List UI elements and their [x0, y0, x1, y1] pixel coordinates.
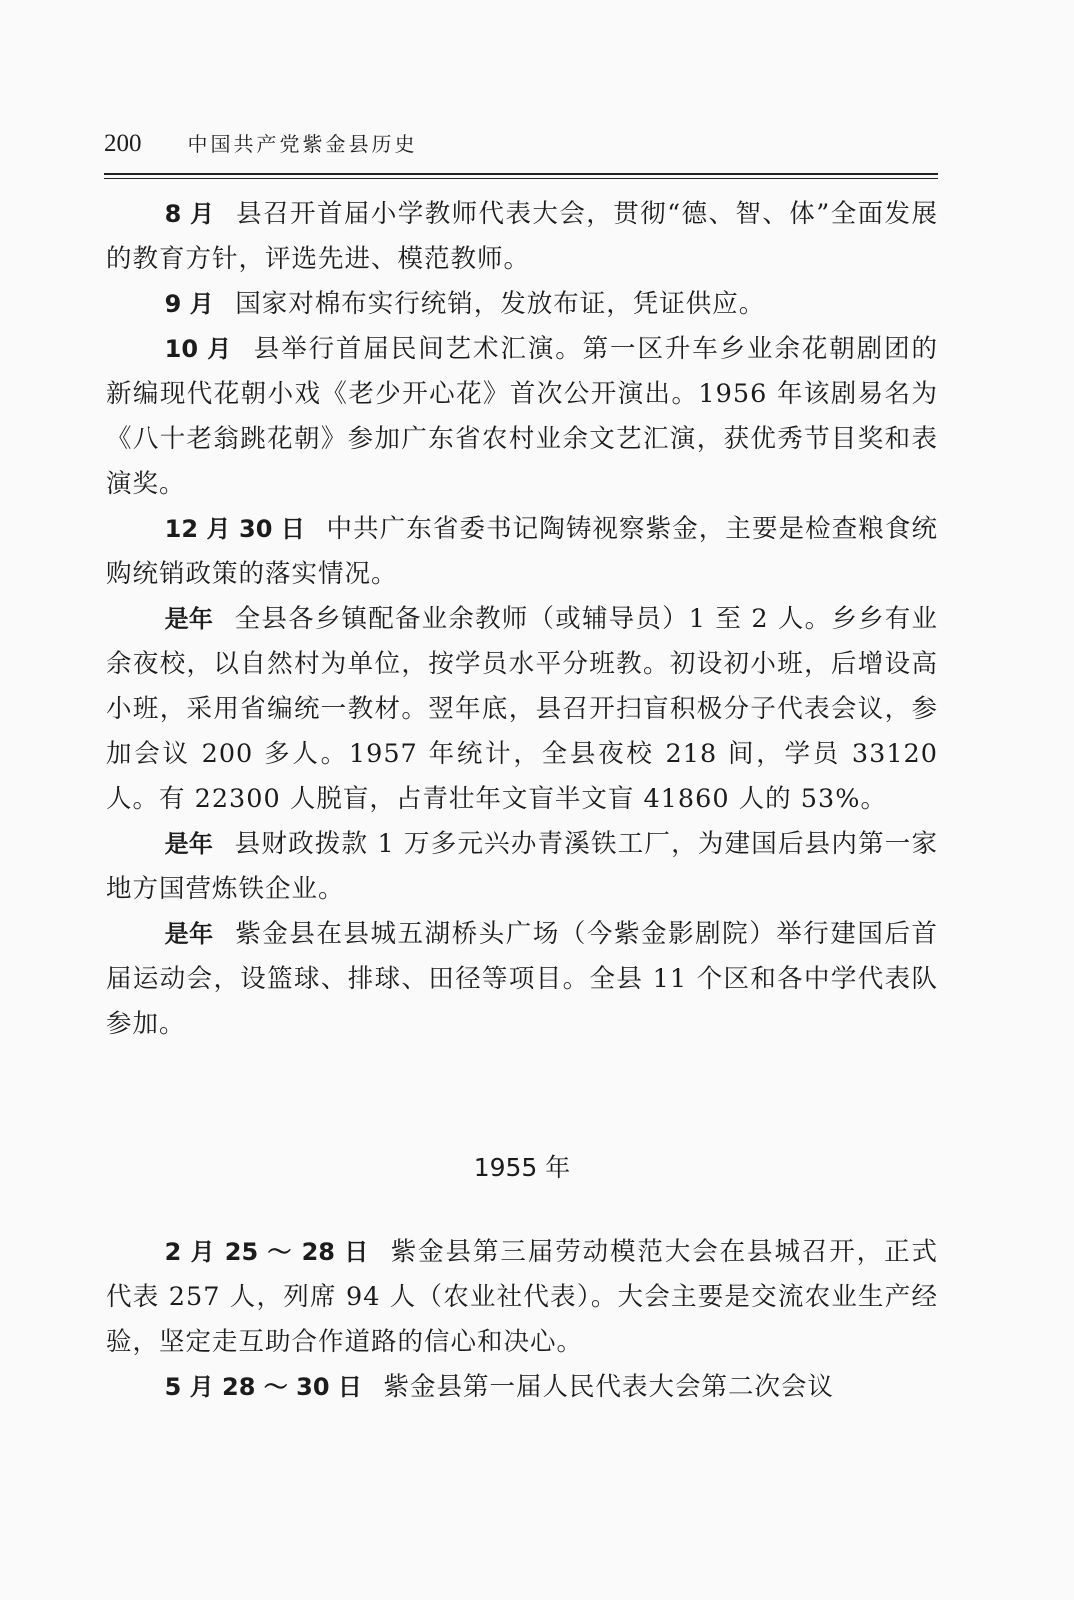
chronicle-entry [106, 597, 938, 822]
year-heading: 1955 年 [473, 1153, 571, 1182]
entry-date: 12 月 30 日 [164, 515, 305, 543]
entry-date: 是年 [164, 830, 214, 858]
entry-text: 紫金县第一届人民代表大会第二次会议 [383, 1372, 835, 1402]
chronicle-entry [106, 1365, 938, 1410]
entry-date: 5 月 28 ～ 30 日 [164, 1373, 362, 1401]
chronicle-entry [106, 912, 938, 1047]
entries-1954 [106, 192, 938, 1047]
entry-text: 国家对棉布实行统销，发放布证，凭证供应。 [235, 289, 766, 319]
entry-text: 紫金县在县城五湖桥头广场（今紫金影剧院）举行建国后首届运动会，设篮球、排球、田径等项目。全县 11 个区和各中学代表队参加。 [106, 919, 938, 1039]
entry-date: 9 月 [164, 290, 214, 318]
chronicle-entry [106, 1230, 938, 1365]
chronicle-entry [106, 822, 938, 912]
entry-text: 紫金县第三届劳动模范大会在县城召开，正式代表 257 人，列席 94 人（农业社代表）。大会主要是交流农业生产经验，坚定走互助合作道路的信心和决心。 [106, 1237, 938, 1357]
page-number: 200 [104, 130, 142, 157]
entry-date: 10 月 [164, 335, 233, 363]
header-rule-thin [104, 178, 938, 179]
entry-date: 是年 [164, 605, 214, 633]
chronicle-entry [106, 327, 938, 507]
chronicle-entry [106, 282, 938, 327]
book-title: 中国共产党紫金县历史 [187, 132, 418, 156]
entry-text: 县财政拨款 1 万多元兴办青溪铁工厂，为建国后县内第一家地方国营炼铁企业。 [106, 829, 939, 904]
entry-date: 8 月 [164, 200, 215, 228]
chronicle-entry [106, 507, 938, 597]
entry-text: 县举行首届民间艺术汇演。第一区升车乡业余花朝剧团的新编现代花朝小戏《老少开心花》首次公开演出。1956 年该剧易名为《八十老翁跳花朝》参加广东省农村业余文艺汇演，获优秀节目奖和表演奖。 [106, 334, 938, 499]
entry-date: 2 月 25 ～ 28 日 [164, 1238, 370, 1266]
entry-date: 是年 [164, 920, 214, 948]
chronicle-entry [106, 192, 938, 282]
entry-text: 县召开首届小学教师代表大会，贯彻“德、智、体”全面发展的教育方针，评选先进、模范教师。 [106, 199, 938, 274]
entry-text: 中共广东省委书记陶铸视察紫金，主要是检查粮食统购统销政策的落实情况。 [106, 514, 938, 589]
entries-1955 [106, 1230, 938, 1410]
entry-text: 全县各乡镇配备业余教师（或辅导员）1 至 2 人。乡乡有业余夜校，以自然村为单位，按学员水平分班教。初设初小班，后增设高小班，采用省编统一教材。翌年底，县召开扫盲积极分子代表会议，参加会议 200 多人。1957 年统计，全县夜校 218 间，学员 33120 人。有 22300 人脱盲，占青壮年文盲半文盲 41860 人的 53%。 [106, 604, 938, 814]
header-rule-thick [104, 173, 938, 175]
running-header [104, 128, 938, 168]
